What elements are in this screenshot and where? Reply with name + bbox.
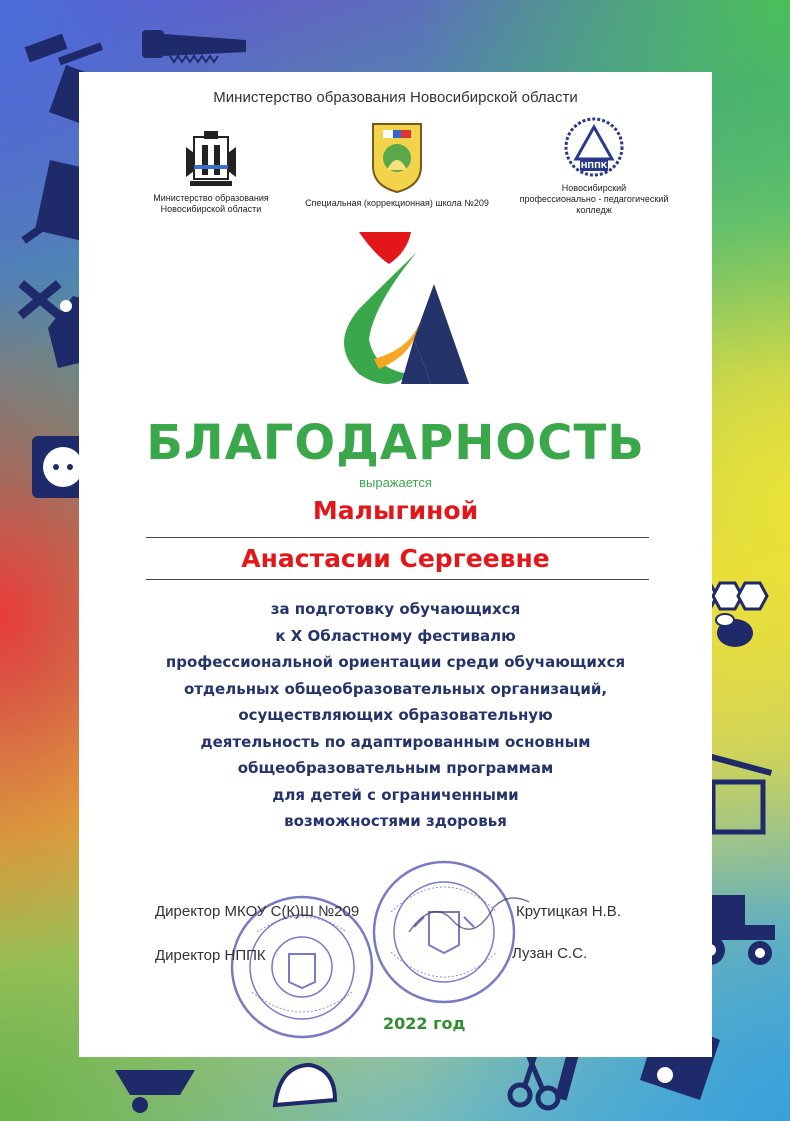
ministry-logo-caption-2: Новосибирской области [160,204,262,214]
certificate-sheet [79,72,712,1057]
school-logo-caption: Специальная (коррекционная) школа №209 [305,198,489,208]
director-college-name: Лузан С.С. [512,945,588,962]
signature-scribble [404,887,534,947]
reason-line: за подготовку обучающихся [270,600,521,618]
college-emblem-icon [558,117,630,179]
reason-line: профессиональной ориентации среди обучающихся [165,653,626,671]
festival-logo [319,224,479,394]
ministry-logo-caption-1: Министерство образования [153,193,269,203]
given-names-underline [146,579,649,580]
certificate-year: 2022 год [383,1014,466,1033]
reason-text [79,596,712,835]
college-badge-text: НППК [580,161,608,170]
reason-line: деятельность по адаптированным основным [200,732,591,751]
reason-line: к X Областному фестивалю [275,626,516,645]
director-school-name: Крутицкая Н.В. [516,903,621,920]
reason-line: возможностями здоровья [284,812,507,830]
reason-line: общеобразовательным программам [237,759,554,777]
helmet-icon [270,1060,340,1115]
surname-underline [146,537,649,538]
recipient-given-names: Анастасии Сергеевне [241,544,550,573]
college-logo-caption-1: Новосибирский [561,183,627,193]
college-logo [504,117,684,216]
director-school-role: Директор МКОУ С(К)Ш №209 [155,903,360,920]
reason-line: для детей с ограниченными [272,785,519,804]
reason-line: осуществляющих образовательную [238,706,553,724]
college-logo-caption-3: колледж [576,205,612,215]
coat-of-arms-icon [184,127,238,189]
school-logo [297,120,497,209]
director-college-role: Директор НППК [155,947,266,964]
expressed-label: выражается [359,475,432,490]
college-logo-caption-2: профессионально - педагогический [519,194,669,204]
recipient-surname: Малыгиной [312,496,479,525]
saw-icon [140,22,250,72]
reason-line: отдельных общеобразовательных организаций, [183,679,608,698]
ministry-header: Министерство образования Новосибирской области [213,89,578,106]
ministry-logo [131,127,291,215]
certificate-title: БЛАГОДАРНОСТЬ [146,415,645,471]
school-emblem-icon [369,120,425,194]
